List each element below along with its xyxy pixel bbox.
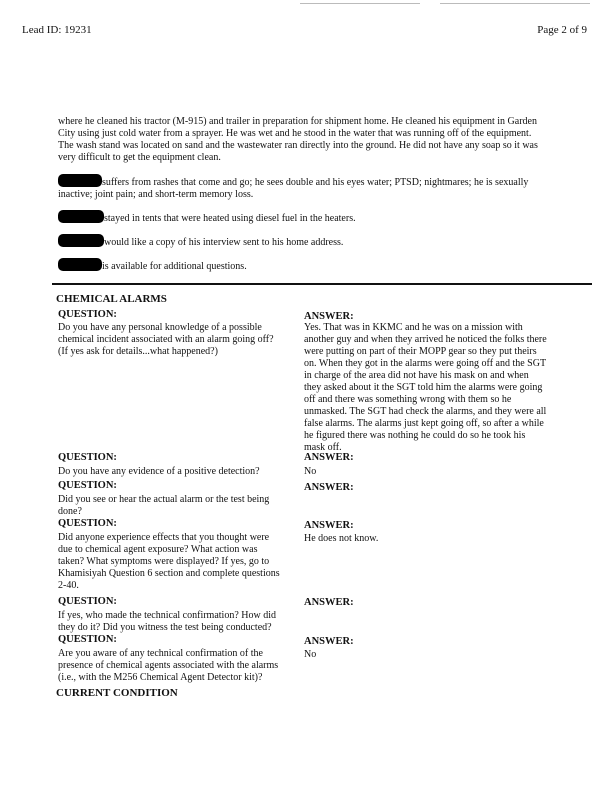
paragraph-availability — [58, 258, 544, 273]
question-text: Do you have any personal knowledge of a possible chemical incident associated with an alarm going off? (If yes ask for details...what happened?) — [58, 322, 274, 357]
paragraph-text: is available for additional questions. — [102, 261, 247, 272]
section-divider — [52, 283, 592, 285]
redaction-block — [58, 174, 102, 187]
answer-text: He does not know. — [304, 533, 379, 544]
scan-top-line — [300, 3, 420, 4]
paragraph-text: would like a copy of his interview sent to his home address. — [104, 237, 344, 248]
lead-id: Lead ID: 19231 — [22, 24, 92, 36]
answer-label: ANSWER: — [304, 636, 354, 647]
paragraph-tents — [58, 210, 544, 225]
redaction-block — [58, 234, 104, 247]
answer-label: ANSWER: — [304, 311, 354, 322]
redaction-block — [58, 210, 104, 223]
redaction-block — [58, 258, 102, 271]
question-text: Are you aware of any technical confirmation of the presence of chemical agents associated with the alarms (i.e., with the M256 Chemical Agent Detector kit)? — [58, 648, 279, 683]
section-title-chemical-alarms: CHEMICAL ALARMS — [56, 293, 167, 305]
answer-label: ANSWER: — [304, 520, 354, 531]
question-label: QUESTION: — [58, 596, 117, 607]
page-number: Page 2 of 9 — [537, 24, 587, 36]
question-label: QUESTION: — [58, 480, 117, 491]
answer-text: No — [304, 649, 317, 660]
question-text: Did you see or hear the actual alarm or the test being done? — [58, 494, 270, 517]
question-label: QUESTION: — [58, 518, 117, 529]
paragraph-symptoms — [58, 174, 544, 201]
answer-label: ANSWER: — [304, 482, 354, 493]
question-text: Did anyone experience effects that you thought were due to chemical agent exposure? What action was taken? What symptoms were displayed? If yes, go to Khamisiyah Question 6 section and complete questions 2-40. — [58, 532, 280, 591]
question-label: QUESTION: — [58, 634, 117, 645]
scan-top-line — [440, 3, 590, 4]
question-label: QUESTION: — [58, 452, 117, 463]
answer-text: No — [304, 466, 317, 477]
answer-label: ANSWER: — [304, 452, 354, 463]
section-title-current-condition: CURRENT CONDITION — [56, 687, 178, 699]
paragraph-text: suffers from rashes that come and go; he sees double and his eyes water; PTSD; nightmares; he is sexually inactive; joint pain; and short-term memory loss. — [58, 177, 529, 200]
question-text: If yes, who made the technical confirmation? How did they do it? Did you witness the test being conducted? — [58, 610, 276, 633]
answer-text: Yes. That was in KKMC and he was on a mission with another guy and when they arrived he noticed the folks there were putting on part of their MOPP gear so they put theirs on. When they got in the alarms were going off and the SGT in charge of the area did not have his mask on and when they asked about it the SGT told him the alarms were going off and there was something wrong with them so he unmasked. The SGT had check the alarms, and they were all false alarms. The alarms just kept going off, so after a while he figured there was nothing he could do so he took his mask off. — [304, 322, 547, 453]
question-text: Do you have any evidence of a positive detection? — [58, 466, 260, 477]
answer-label: ANSWER: — [304, 597, 354, 608]
question-label: QUESTION: — [58, 309, 117, 320]
paragraph-text: stayed in tents that were heated using diesel fuel in the heaters. — [104, 213, 356, 224]
paragraph-equipment-cleaning: where he cleaned his tractor (M-915) and trailer in preparation for shipment home. He cleaned his equipment in Garden City using just cold water from a sprayer. He was wet and he stood in the water that was running off of the equipment. The wash stand was located on sand and the wastewater ran directly into the ground. He did not have any soap so it was very difficult to get the equipment clean. — [58, 116, 538, 163]
paragraph-interview-copy — [58, 234, 544, 249]
